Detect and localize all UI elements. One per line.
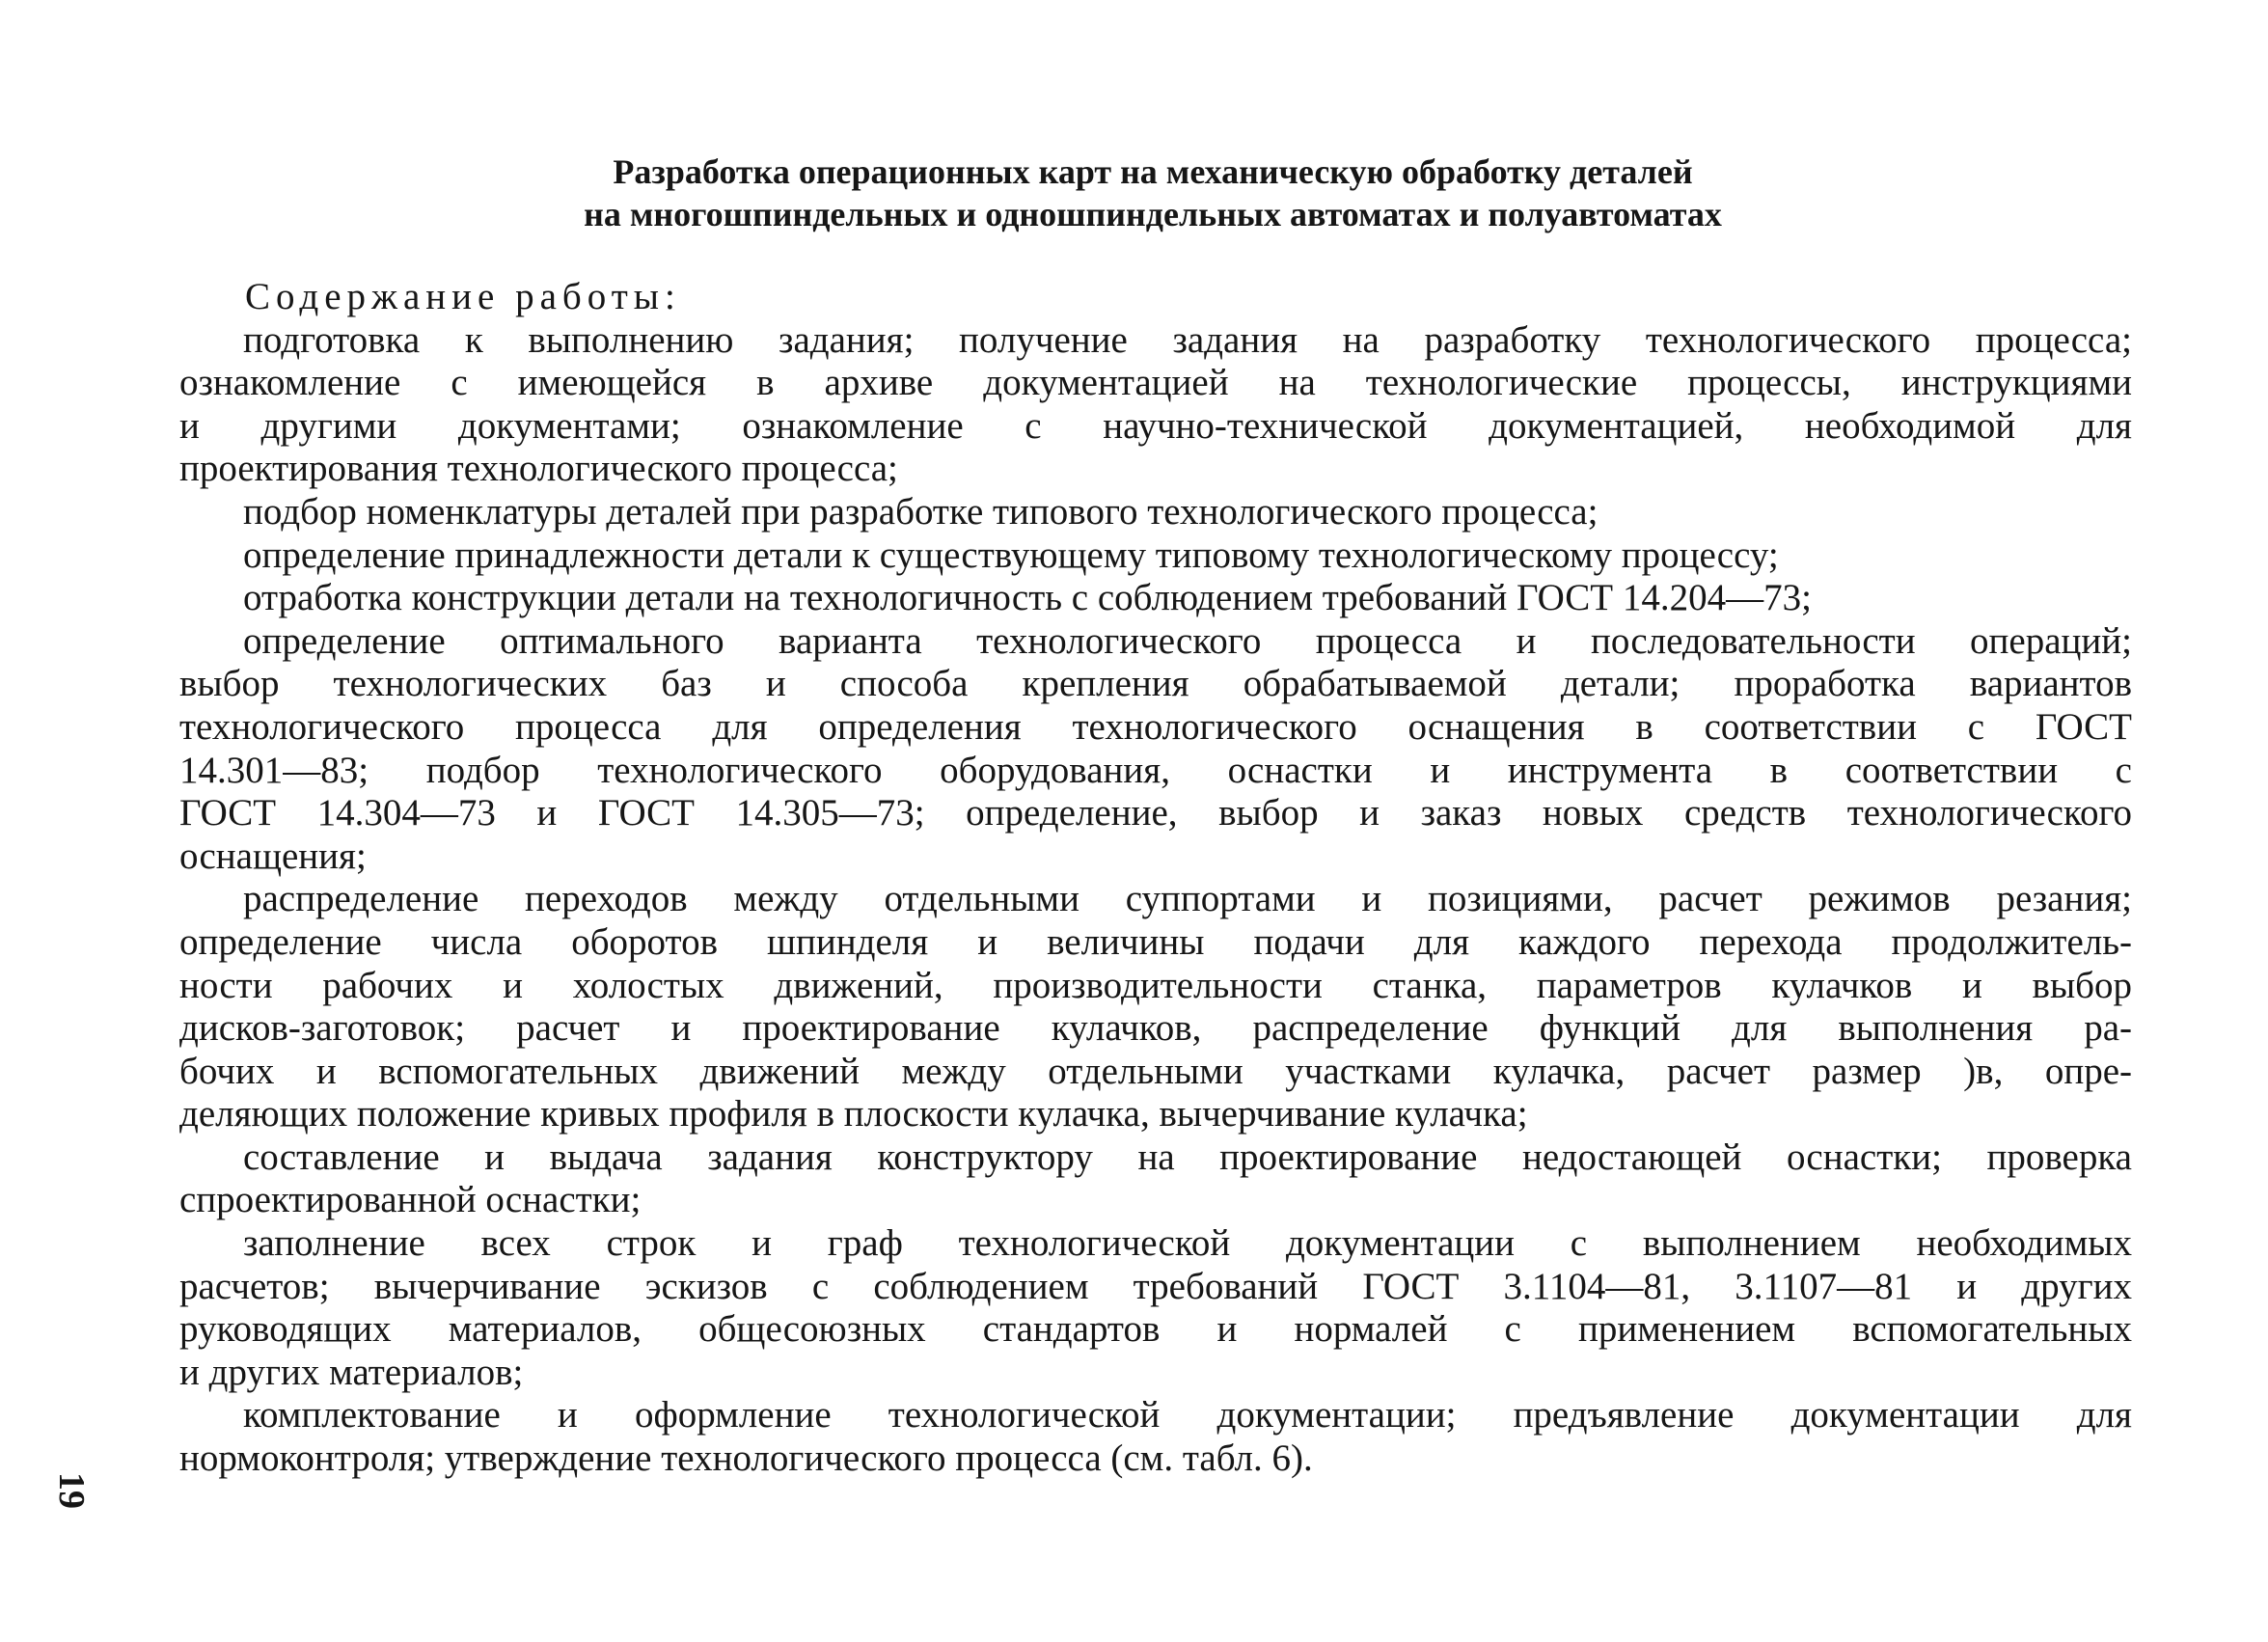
paragraph-line: проектирования технологического процесса; [179,448,898,490]
paragraph-line: распределение переходов между отдельными суппортами и позициями, расчет режимов резания; [243,878,2132,920]
paragraph-line: руководящих материалов, общесоюзных стандартов и нормалей с применением вспомогательных [179,1308,2132,1351]
document-title-line-2: на многошпиндельных и одношпиндельных автоматах и полуавтоматах [584,195,1722,233]
paragraph-line: ности рабочих и холостых движений, производительности станка, параметров кулачков и выбор [179,964,2132,1006]
paragraph [179,577,2132,620]
paragraph-line: подбор номенклатуры деталей при разработке типового технологического процесса; [243,490,1599,533]
paragraph [179,1222,2132,1394]
paragraph-line: отработка конструкции детали на технологичность с соблюдением требований ГОСТ 14.204—73; [243,577,1812,619]
paragraph [179,319,2132,491]
paragraph-line: расчетов; вычерчивание эскизов с соблюдением требований ГОСТ 3.1104—81, 3.1107—81 и других [179,1265,2132,1307]
document-body [179,276,2132,1481]
paragraph [179,878,2132,1136]
paragraph-line: комплектование и оформление технологической документации; предъявление документации для [243,1394,2132,1437]
paragraph-line: бочих и вспомогательных движений между отдельными участками кулачка, расчет размер )в, опре- [179,1050,2132,1092]
paragraph-line: выбор технологических баз и способа крепления обрабатываемой детали; проработка вариантов [179,663,2132,705]
paragraph-line: деляющих положение кривых профиля в плоскости кулачка, вычерчивание кулачка; [179,1093,1528,1136]
page-number: 19 [51,1472,92,1509]
section-heading: Содержание работы: [245,276,681,317]
paragraph-line: нормоконтроля; утверждение технологического процесса (см. табл. 6). [179,1437,1313,1480]
paragraph-line: и другими документами; ознакомление с научно-технической документацией, необходимой для [179,404,2132,447]
paragraph-line: ознакомление с имеющейся в архиве документацией на технологические процессы, инструкциями [179,362,2132,404]
paragraph-line: спроектированной оснастки; [179,1179,642,1221]
paragraph [179,1136,2132,1222]
paragraph-line: оснащения; [179,835,367,877]
paragraph-line: подготовка к выполнению задания; получение задания на разработку технологического процесса; [243,318,2132,361]
paragraph-line: дисков-заготовок; расчет и проектирование кулачков, распределение функций для выполнения ра- [179,1007,2132,1050]
paragraph [179,1394,2132,1480]
paragraph-line: определение оптимального варианта технологического процесса и последовательности операций; [243,619,2132,662]
paragraph-list [179,319,2132,1481]
paragraph-line: технологического процесса для определения технологического оснащения в соответствии с ГОСТ [179,705,2132,748]
paragraph-line: и других материалов; [179,1351,524,1393]
document-title-line-1: Разработка операционных карт на механическую обработку деталей [613,152,1693,191]
paragraph-line: составление и выдача задания конструктору на проектирование недостающей оснастки; проверка [243,1136,2132,1178]
paragraph [179,491,2132,534]
paragraph-line: ГОСТ 14.304—73 и ГОСТ 14.305—73; определение, выбор и заказ новых средств технологического [179,792,2132,835]
paragraph-line: определение числа оборотов шпинделя и величины подачи для каждого перехода продолжитель- [179,920,2132,963]
paragraph [179,620,2132,879]
paragraph-line: заполнение всех строк и граф технологической документации с выполнением необходимых [243,1222,2132,1265]
paragraph [179,534,2132,578]
paragraph-line: определение принадлежности детали к существующему типовому технологическому процессу; [243,534,1779,576]
paragraph-line: 14.301—83; подбор технологического оборудования, оснастки и инструмента в соответствии с [179,749,2132,791]
